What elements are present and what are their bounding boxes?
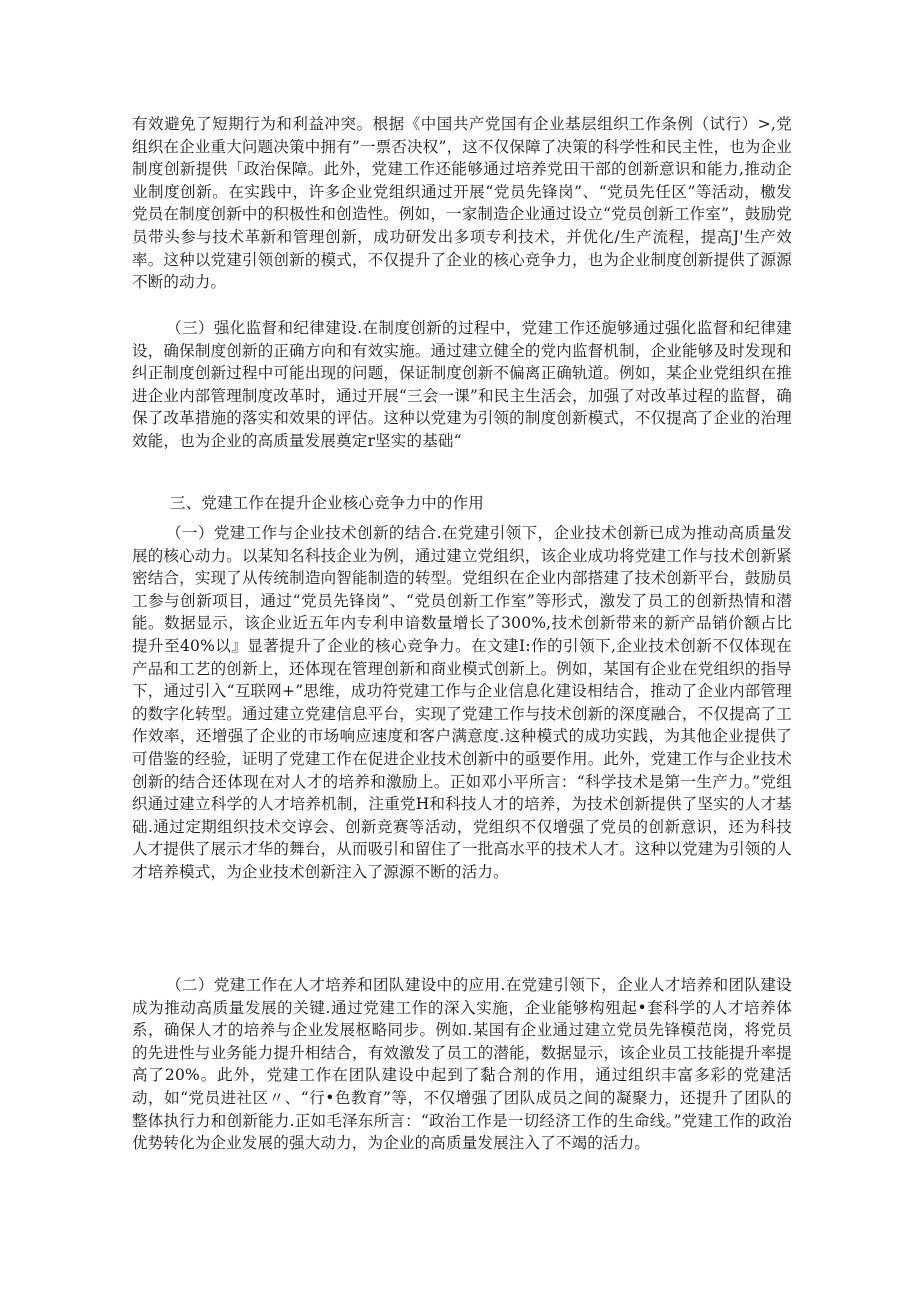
paragraph-decision-safeguard: 有效避免了短期行为和利益冲突。根据《中国共产党国有企业基层组织工作条例（试行）>,党组织在企业重大问题决策中拥有”一票否决权”，这不仅保障了决策的科学性和民主性，也为企业制度创新提供「政治保障。此外，党建工作还能够通过培养党田干部的创新意识和能力,推动企业制度创新。在实践中，许多企业党组织通过开展“党员先锋岗”、“党员先任区”等活动，檄发党员在制度创新中的积极性和创造性。例如，一家制造企业通过设立“党员创新工作室”，鼓励党员带头参与技术革新和管理创新，成功研发出多项专利技术，并优化/生产流程，提高J'生产效率。这种以党建引领创新的模式，不仅提升了企业的核心竞争力，也为企业制度创新提供了源源不断的动力。 bbox=[132, 115, 792, 292]
paragraph-technology-innovation: （一）党建工作与企业技术创新的结合.在党建引领下，企业技术创新已成为推动高质量发展的核心动力。以某知名科技企业为例，通过建立党组织，该企业成功将党建工作与技术创新紧密结合，实现了从传统制造向智能制造的转型。党组织在企业内部搭建了技术创新平台，鼓励员工参与创新项目，通过“党员先锋岗”、“党员创新工作室”等形式，激发了员工的创新热情和潜能。数据显示，该企业近五年内专利申谙数量增长了300%,技术创新带来的新产品销价额占比提升至40%以』显著提升了企业的核心竞争力。在文建I:作的引领下,企业技术创新不仅体现在产品和工艺的创新上，还体现在管理创新和商业模式创新上。例如，某国有企业在党组织的指导下，通过引入“互联网+”思维，成功符党建工作与企业信息化建设相结合，推动了企业内部管理的数字化转型。通过建立党建信息平台，实现了党建工作与技术创新的深度融合，不仅提高了工作效率，还增强了企业的市场响应速度和客户满意度.这种模式的成功实践，为其他企业提供了可借鉴的经验，证明了党建工作在促进企业技术创新中的亟要作用。此外，党建工作与企业技术创新的结合还体现在对人才的培养和激励上。正如邓小平所言：“科学技术是第一生产力。”党组织通过建立科学的人才培养机制，注重党H和科技人才的培养，为技术创新提供了坚实的人才基础.通过定期组织技术交谆会、创新竞赛等活动，党组织不仅增强了党员的创新意识，还为科技人才提供了展示才华的舞台，从而吸引和留住了一批高水平的技术人才。这种以党建为引领的人才培养模式，为企业技术创新注入了源源不断的活力。 bbox=[132, 524, 792, 881]
section-heading-core-competitiveness: 三、党建工作在提升企业核心竞争力中的作用 bbox=[170, 494, 485, 512]
paragraph-supervision-discipline: （三）强化监督和纪律建设.在制度创新的过程中，党建工作还旎够通过强化监督和纪律建设，确保制度创新的正确方向和有效实施。通过建立健全的党内监督机制，企业能够及时发现和纠正制度创新过程中可能出现的问题，保证制度创新不偏离正确轨道。例如，某企业党组织在推进企业内部管理制度改革时，通过开展“三会一课”和民主生活会，加强了对改革过程的监督，确保了改革措施的落实和效果的评估。这种以党建为引领的制度创新模式，不仅提高了企业的治理效能，也为企业的高质量发展奠定r坚实的基础“ bbox=[132, 319, 792, 450]
paragraph-talent-team-building: （二）党建工作在人才培养和团队建设中的应用.在党建引领下，企业人才培养和团队建设成为推动高质量发展的关键.通过党建工作的深入实施，企业能够构殂起•套科学的人才培养体系，确保人才的培养与企业发展枢略同步。例如.某国有企业通过建立党员先锋模范岗，将党员的先进性与业务能力提升相结合，有效激发了员工的潜能，数据显示，该企业员工技能提升率提高了20%。此外，党建工作在团队建设中起到了黏合剂的作用，通过组织丰富多彩的党建活动，如“党员进社区〃、“行•色教育”等，不仅增强了团队成员之间的凝聚力，还提升了团队的整体执行力和创新能力.正如毛泽东所言：“政治工作是一切经济工作的生命线。”党建工作的政治优势转化为企业发展的强大动力，为企业的高质量发展注入了不竭的活力。 bbox=[132, 976, 792, 1153]
